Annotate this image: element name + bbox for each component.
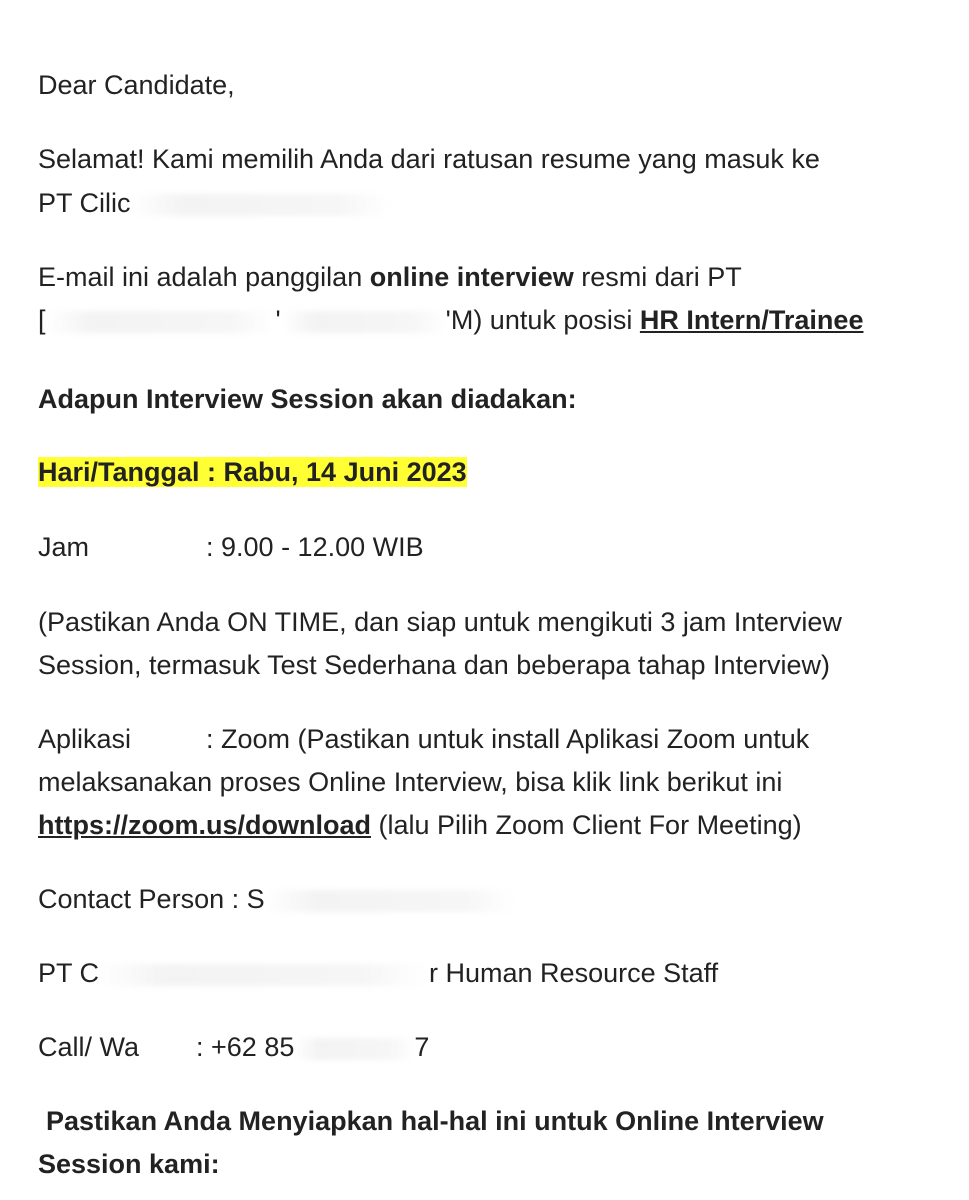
app-line2: melaksanakan proses Online Interview, bisa klik link berikut ini (38, 767, 783, 797)
paragraph-invitation-line2: [ ' 'M) untuk posisi HR Intern/Trainee (38, 305, 864, 335)
note-line2: Session, termasuk Test Sederhana dan beberapa tahap Interview) (38, 650, 830, 680)
redaction-blur (99, 964, 429, 986)
paragraph-selection-line1: Selamat! Kami memilih Anda dari ratusan resume yang masuk ke (38, 144, 820, 174)
app-line1: Aplikasi : Zoom (Pastikan untuk install Aplikasi Zoom untuk (38, 724, 810, 754)
greeting: Dear Candidate, (38, 70, 235, 100)
redaction-blur (294, 1038, 414, 1060)
redaction-blur (281, 311, 446, 333)
redaction-blur (265, 890, 515, 912)
app-line3: https://zoom.us/download (lalu Pilih Zoom Client For Meeting) (38, 810, 802, 840)
paragraph-invitation-line1: E-mail ini adalah panggilan online interview resmi dari PT (38, 262, 742, 292)
zoom-download-link[interactable]: https://zoom.us/download (38, 810, 371, 840)
contact-person-line: Contact Person : S (38, 882, 515, 916)
contact-company-line: PT C r Human Resource Staff (38, 958, 719, 988)
phone-line: Call/ Wa : +62 85 7 (38, 1032, 430, 1062)
company-name-partial: PT Cilic (38, 188, 131, 218)
date-line (38, 455, 467, 489)
redaction-blur (131, 194, 391, 216)
position-title: HR Intern/Trainee (639, 305, 864, 335)
date-highlight: Hari/Tanggal : Rabu, 14 Juni 2023 (38, 457, 467, 487)
prep-heading-line2: Session kami: (38, 1149, 220, 1179)
paragraph-selection-line2 (38, 186, 391, 220)
redaction-blur (46, 311, 276, 333)
session-heading: Adapun Interview Session akan diadakan: (38, 384, 577, 414)
time-line: Jam : 9.00 - 12.00 WIB (38, 532, 424, 562)
online-interview-emphasis: online interview (369, 262, 574, 292)
note-line1: (Pastikan Anda ON TIME, dan siap untuk mengikuti 3 jam Interview (38, 607, 842, 637)
prep-heading-line1: Pastikan Anda Menyiapkan hal-hal ini untuk Online Interview (46, 1106, 824, 1136)
